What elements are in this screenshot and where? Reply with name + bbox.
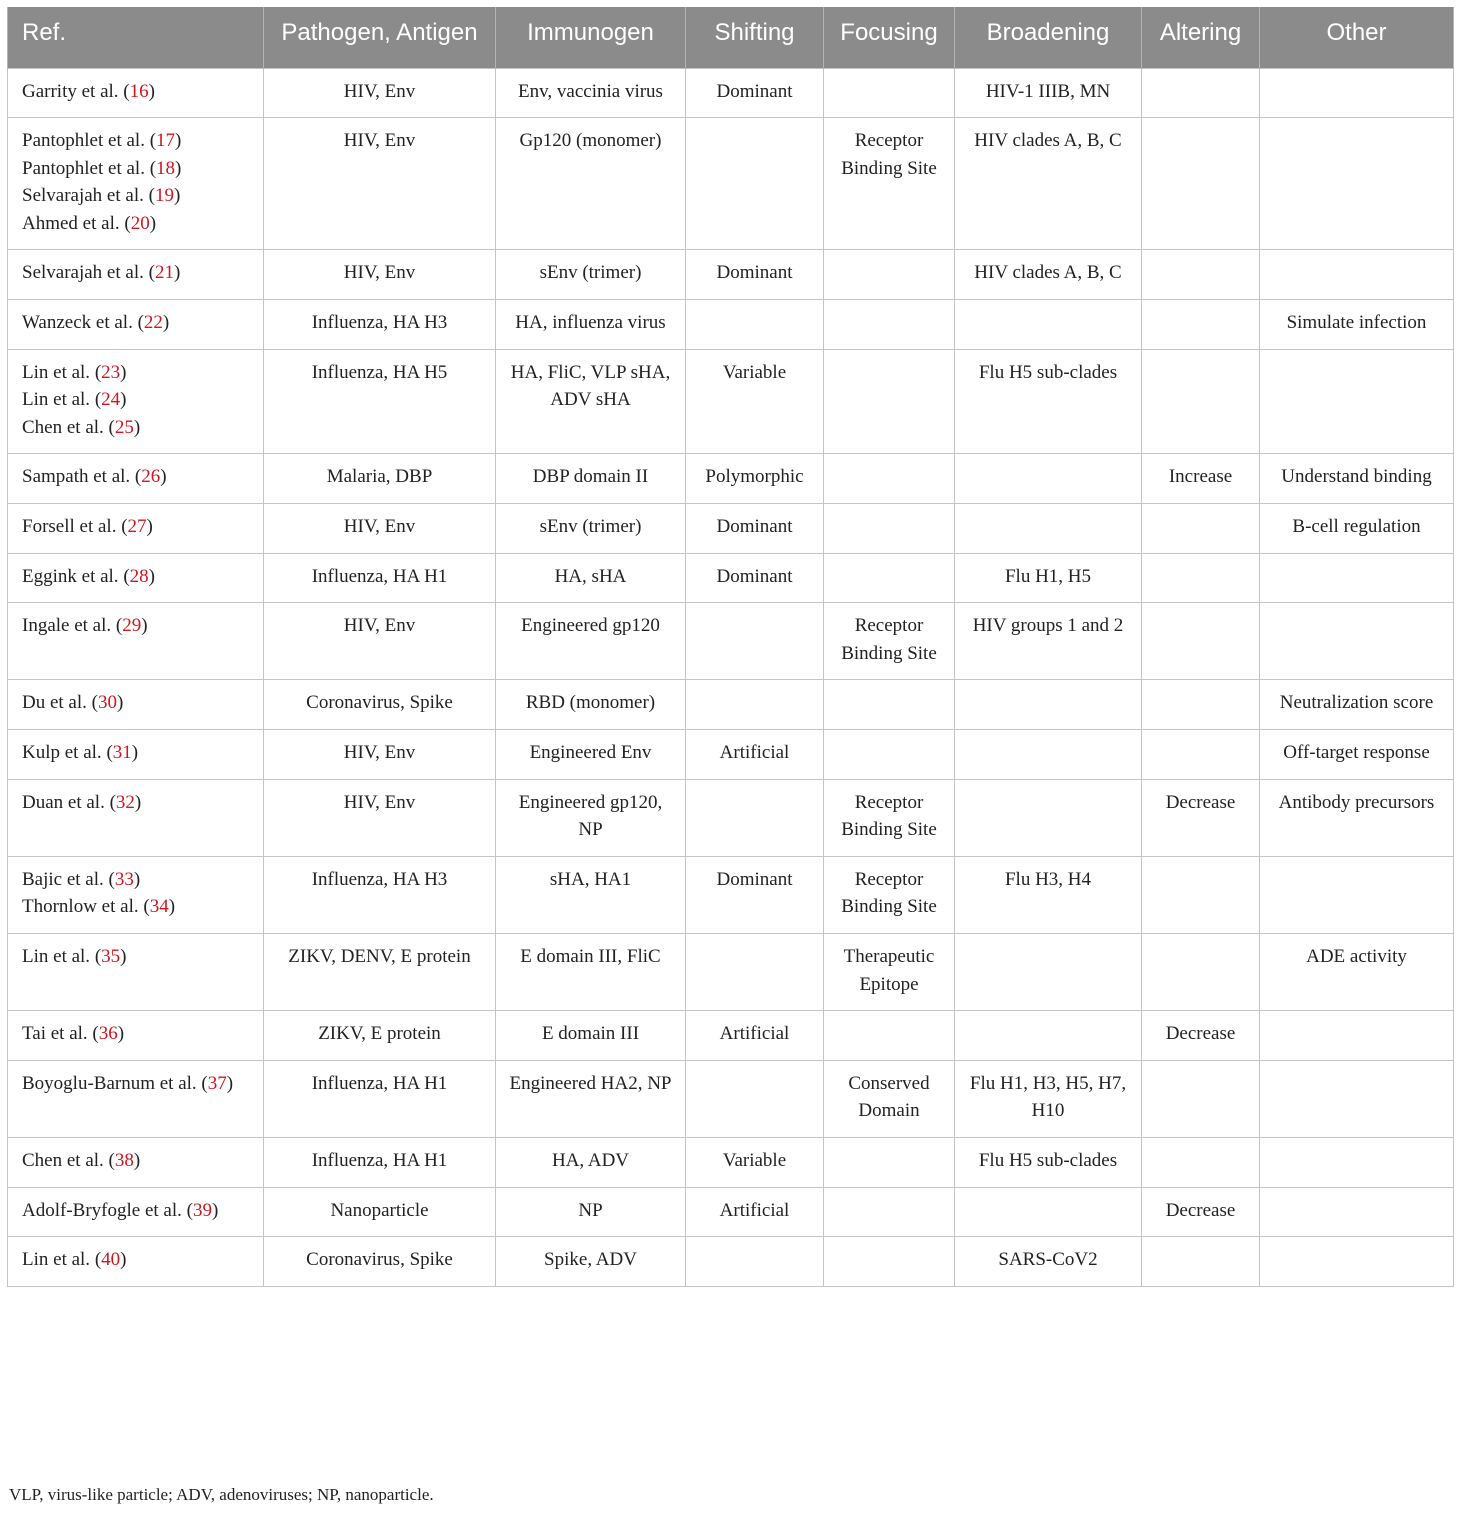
- citation-link[interactable]: 21: [154, 262, 174, 284]
- reference-entry: Ingale et al. (29): [22, 615, 148, 637]
- reference-entry: Pantophlet et al. (18): [22, 157, 182, 179]
- cell-other: [1260, 553, 1454, 603]
- cell-shifting: [686, 680, 824, 730]
- reference-entry: Lin et al. (24): [22, 389, 127, 411]
- cell-pathogen: HIV, Env: [264, 779, 496, 856]
- cell-immunogen: E domain III, FliC: [496, 933, 686, 1010]
- table-row: [8, 1137, 1454, 1187]
- cell-focusing: [824, 1137, 955, 1187]
- reference-author: Thornlow et al.: [22, 896, 139, 918]
- cell-pathogen: HIV, Env: [264, 68, 496, 118]
- cell-pathogen: ZIKV, DENV, E protein: [264, 933, 496, 1010]
- reference-entry: Chen et al. (25): [22, 416, 141, 438]
- reference-entry: Lin et al. (40): [22, 1249, 127, 1271]
- reference-author: Kulp et al.: [22, 742, 102, 763]
- citation-link[interactable]: 36: [98, 1023, 118, 1045]
- cell-pathogen: Coronavirus, Spike: [264, 1237, 496, 1287]
- cell-altering: Decrease: [1142, 1187, 1260, 1237]
- citation-link[interactable]: 24: [101, 389, 121, 411]
- cell-broadening: [955, 680, 1142, 730]
- table-row: [8, 1060, 1454, 1137]
- cell-ref: [8, 300, 264, 350]
- cell-other: B-cell regulation: [1260, 504, 1454, 554]
- citation-link[interactable]: 30: [97, 692, 117, 714]
- reference-author: Eggink et al.: [22, 565, 119, 587]
- cell-broadening: [955, 1187, 1142, 1237]
- cell-focusing: Therapeutic Epitope: [824, 933, 955, 1010]
- reference-entry: Chen et al. (38): [22, 1149, 141, 1171]
- cell-shifting: Artificial: [686, 1187, 824, 1237]
- cell-pathogen: HIV, Env: [264, 118, 496, 250]
- reference-author: Ahmed et al.: [22, 212, 120, 234]
- cell-other: [1260, 856, 1454, 933]
- cell-altering: Decrease: [1142, 779, 1260, 856]
- header-broadening: Broadening: [955, 7, 1142, 68]
- cell-other: [1260, 68, 1454, 118]
- reference-entry: Lin et al. (35): [22, 945, 127, 967]
- reference-author: Lin et al.: [22, 389, 91, 411]
- cell-broadening: [955, 933, 1142, 1010]
- cell-shifting: [686, 933, 824, 1010]
- cell-altering: [1142, 553, 1260, 603]
- table-row: [8, 779, 1454, 856]
- cell-immunogen: Spike, ADV: [496, 1237, 686, 1287]
- cell-altering: [1142, 349, 1260, 454]
- citation-link[interactable]: 38: [114, 1149, 134, 1171]
- reference-entry: Forsell et al. (27): [22, 516, 153, 538]
- cell-other: ADE activity: [1260, 933, 1454, 1010]
- reference-author: Lin et al.: [22, 361, 91, 383]
- cell-ref: [8, 68, 264, 118]
- reference-author: Chen et al.: [22, 416, 104, 438]
- cell-ref: [8, 933, 264, 1010]
- table-row: [8, 553, 1454, 603]
- cell-focusing: [824, 1011, 955, 1061]
- cell-shifting: Artificial: [686, 1011, 824, 1061]
- cell-altering: [1142, 250, 1260, 300]
- cell-other: [1260, 349, 1454, 454]
- cell-broadening: Flu H5 sub-clades: [955, 1137, 1142, 1187]
- table-row: [8, 1237, 1454, 1287]
- reference-author: Garrity et al.: [22, 80, 119, 102]
- reference-author: Selvarajah et al.: [22, 262, 144, 284]
- table-row: [8, 1187, 1454, 1237]
- cell-shifting: Dominant: [686, 250, 824, 300]
- cell-altering: [1142, 118, 1260, 250]
- citation-link[interactable]: 32: [115, 791, 135, 813]
- cell-broadening: HIV clades A, B, C: [955, 118, 1142, 250]
- cell-pathogen: Influenza, HA H1: [264, 1137, 496, 1187]
- reference-author: Selvarajah et al.: [22, 185, 144, 207]
- cell-shifting: Dominant: [686, 856, 824, 933]
- reference-entry: Thornlow et al. (34): [22, 896, 176, 918]
- table-footnote: VLP, virus-like particle; ADV, adenoviruses; NP, nanoparticle.: [9, 1485, 434, 1504]
- reference-entry: Bajic et al. (33): [22, 868, 141, 890]
- reference-author: Pantophlet et al.: [22, 130, 145, 152]
- citation-link[interactable]: 26: [141, 466, 161, 488]
- table-row: [8, 680, 1454, 730]
- cell-focusing: [824, 300, 955, 350]
- cell-pathogen: Influenza, HA H5: [264, 349, 496, 454]
- cell-immunogen: HA, FliC, VLP sHA, ADV sHA: [496, 349, 686, 454]
- cell-focusing: [824, 504, 955, 554]
- cell-altering: [1142, 1137, 1260, 1187]
- cell-ref: [8, 454, 264, 504]
- reference-author: Sampath et al.: [22, 466, 131, 488]
- cell-broadening: Flu H3, H4: [955, 856, 1142, 933]
- citation-link[interactable]: 19: [154, 185, 174, 207]
- immunogen-table: [7, 7, 1454, 1287]
- cell-ref: [8, 680, 264, 730]
- cell-focusing: Receptor Binding Site: [824, 779, 955, 856]
- citation-link[interactable]: 35: [101, 945, 121, 967]
- citation-link[interactable]: 22: [143, 312, 163, 334]
- cell-altering: [1142, 300, 1260, 350]
- cell-focusing: Receptor Binding Site: [824, 118, 955, 250]
- citation-link[interactable]: 18: [156, 157, 176, 179]
- cell-shifting: [686, 603, 824, 680]
- citation-link[interactable]: 28: [129, 565, 149, 587]
- cell-altering: [1142, 730, 1260, 780]
- cell-immunogen: sEnv (trimer): [496, 504, 686, 554]
- cell-focusing: [824, 730, 955, 780]
- cell-ref: [8, 1011, 264, 1061]
- cell-altering: Decrease: [1142, 1011, 1260, 1061]
- cell-shifting: Polymorphic: [686, 454, 824, 504]
- table-row: [8, 856, 1454, 933]
- cell-immunogen: HA, sHA: [496, 553, 686, 603]
- cell-focusing: [824, 1237, 955, 1287]
- cell-ref: [8, 553, 264, 603]
- cell-shifting: [686, 300, 824, 350]
- cell-ref: [8, 779, 264, 856]
- cell-other: Antibody precursors: [1260, 779, 1454, 856]
- cell-shifting: Artificial: [686, 730, 824, 780]
- cell-immunogen: HA, influenza virus: [496, 300, 686, 350]
- cell-immunogen: Engineered HA2, NP: [496, 1060, 686, 1137]
- citation-link[interactable]: 37: [207, 1072, 227, 1094]
- reference-author: Lin et al.: [22, 945, 91, 967]
- reference-entry: Kulp et al. (31): [22, 742, 139, 763]
- reference-entry: Tai et al. (36): [22, 1023, 125, 1045]
- cell-altering: [1142, 603, 1260, 680]
- reference-author: Duan et al.: [22, 791, 105, 813]
- cell-immunogen: Gp120 (monomer): [496, 118, 686, 250]
- reference-author: Tai et al.: [22, 1023, 88, 1045]
- header-other: Other: [1260, 7, 1454, 68]
- table-row: [8, 603, 1454, 680]
- cell-other: [1260, 1187, 1454, 1237]
- reference-author: Du et al.: [22, 692, 87, 714]
- reference-entry: Pantophlet et al. (17): [22, 130, 182, 152]
- table-header: [8, 7, 1454, 68]
- cell-immunogen: Engineered gp120: [496, 603, 686, 680]
- citation-link[interactable]: 40: [101, 1249, 121, 1271]
- cell-broadening: [955, 779, 1142, 856]
- header-ref: Ref.: [8, 7, 264, 68]
- citation-link[interactable]: 23: [101, 361, 121, 383]
- cell-broadening: Flu H1, H5: [955, 553, 1142, 603]
- cell-other: [1260, 1137, 1454, 1187]
- cell-pathogen: Influenza, HA H3: [264, 856, 496, 933]
- cell-ref: [8, 730, 264, 780]
- table-row: [8, 250, 1454, 300]
- cell-shifting: [686, 1237, 824, 1287]
- cell-broadening: [955, 300, 1142, 350]
- cell-broadening: HIV-1 IIIB, MN: [955, 68, 1142, 118]
- table-row: [8, 933, 1454, 1010]
- reference-entry: Wanzeck et al. (22): [22, 312, 170, 334]
- reference-entry: Ahmed et al. (20): [22, 212, 157, 234]
- header-altering: Altering: [1142, 7, 1260, 68]
- reference-entry: Selvarajah et al. (21): [22, 262, 181, 284]
- cell-immunogen: sHA, HA1: [496, 856, 686, 933]
- cell-pathogen: HIV, Env: [264, 730, 496, 780]
- cell-shifting: [686, 779, 824, 856]
- cell-ref: [8, 1187, 264, 1237]
- reference-entry: Du et al. (30): [22, 692, 124, 714]
- reference-entry: Duan et al. (32): [22, 791, 142, 813]
- cell-pathogen: HIV, Env: [264, 603, 496, 680]
- citation-link[interactable]: 17: [156, 130, 176, 152]
- cell-ref: [8, 1237, 264, 1287]
- citation-link[interactable]: 25: [114, 416, 134, 438]
- reference-entry: Eggink et al. (28): [22, 565, 155, 587]
- citation-link[interactable]: 16: [129, 80, 149, 102]
- cell-pathogen: HIV, Env: [264, 250, 496, 300]
- reference-author: Forsell et al.: [22, 516, 117, 538]
- table-row: [8, 504, 1454, 554]
- cell-other: [1260, 118, 1454, 250]
- reference-entry: Boyoglu-Barnum et al. (37): [22, 1072, 234, 1094]
- table-row: [8, 1011, 1454, 1061]
- cell-focusing: [824, 553, 955, 603]
- cell-immunogen: sEnv (trimer): [496, 250, 686, 300]
- header-immunogen: Immunogen: [496, 7, 686, 68]
- cell-altering: [1142, 68, 1260, 118]
- cell-ref: [8, 1137, 264, 1187]
- cell-shifting: [686, 1060, 824, 1137]
- cell-altering: [1142, 933, 1260, 1010]
- cell-pathogen: Influenza, HA H3: [264, 300, 496, 350]
- reference-author: Bajic et al.: [22, 868, 104, 890]
- table-row: [8, 454, 1454, 504]
- cell-broadening: Flu H1, H3, H5, H7, H10: [955, 1060, 1142, 1137]
- cell-immunogen: Engineered gp120, NP: [496, 779, 686, 856]
- cell-broadening: [955, 454, 1142, 504]
- cell-broadening: [955, 1011, 1142, 1061]
- cell-pathogen: HIV, Env: [264, 504, 496, 554]
- table-row: [8, 730, 1454, 780]
- cell-immunogen: Env, vaccinia virus: [496, 68, 686, 118]
- cell-other: [1260, 1237, 1454, 1287]
- reference-author: Ingale et al.: [22, 615, 112, 637]
- citation-link[interactable]: 33: [114, 868, 134, 890]
- cell-altering: [1142, 1060, 1260, 1137]
- cell-altering: [1142, 1237, 1260, 1287]
- cell-other: Neutralization score: [1260, 680, 1454, 730]
- cell-shifting: Dominant: [686, 68, 824, 118]
- cell-immunogen: RBD (monomer): [496, 680, 686, 730]
- cell-focusing: [824, 1187, 955, 1237]
- cell-focusing: Receptor Binding Site: [824, 603, 955, 680]
- cell-ref: [8, 118, 264, 250]
- cell-shifting: Variable: [686, 1137, 824, 1187]
- cell-other: [1260, 250, 1454, 300]
- cell-altering: [1142, 504, 1260, 554]
- cell-shifting: Variable: [686, 349, 824, 454]
- reference-entry: Garrity et al. (16): [22, 80, 155, 102]
- cell-pathogen: Nanoparticle: [264, 1187, 496, 1237]
- cell-pathogen: Influenza, HA H1: [264, 1060, 496, 1137]
- cell-pathogen: ZIKV, E protein: [264, 1011, 496, 1061]
- citation-link[interactable]: 20: [130, 212, 150, 234]
- table-row: [8, 68, 1454, 118]
- cell-immunogen: DBP domain II: [496, 454, 686, 504]
- cell-immunogen: E domain III: [496, 1011, 686, 1061]
- cell-ref: [8, 856, 264, 933]
- reference-author: Boyoglu-Barnum et al.: [22, 1072, 197, 1094]
- reference-author: Wanzeck et al.: [22, 312, 133, 334]
- reference-author: Lin et al.: [22, 1249, 91, 1271]
- cell-altering: [1142, 680, 1260, 730]
- cell-other: [1260, 1060, 1454, 1137]
- cell-broadening: SARS-CoV2: [955, 1237, 1142, 1287]
- reference-author: Chen et al.: [22, 1149, 104, 1171]
- header-focusing: Focusing: [824, 7, 955, 68]
- cell-ref: [8, 504, 264, 554]
- cell-other: [1260, 1011, 1454, 1061]
- cell-broadening: [955, 504, 1142, 554]
- citation-link[interactable]: 34: [149, 896, 169, 918]
- cell-ref: [8, 1060, 264, 1137]
- table-body: [8, 68, 1454, 1286]
- cell-broadening: HIV clades A, B, C: [955, 250, 1142, 300]
- cell-other: Understand binding: [1260, 454, 1454, 504]
- cell-focusing: Receptor Binding Site: [824, 856, 955, 933]
- citation-link[interactable]: 39: [192, 1199, 212, 1221]
- table-row: [8, 300, 1454, 350]
- cell-broadening: HIV groups 1 and 2: [955, 603, 1142, 680]
- cell-focusing: [824, 680, 955, 730]
- reference-entry: Adolf-Bryfogle et al. (39): [22, 1199, 219, 1221]
- cell-ref: [8, 250, 264, 300]
- reference-entry: Sampath et al. (26): [22, 466, 167, 488]
- cell-shifting: Dominant: [686, 504, 824, 554]
- cell-pathogen: Malaria, DBP: [264, 454, 496, 504]
- cell-broadening: [955, 730, 1142, 780]
- cell-focusing: Conserved Domain: [824, 1060, 955, 1137]
- cell-other: [1260, 603, 1454, 680]
- cell-ref: [8, 349, 264, 454]
- cell-focusing: [824, 349, 955, 454]
- table-row: [8, 349, 1454, 454]
- cell-shifting: Dominant: [686, 553, 824, 603]
- cell-focusing: [824, 68, 955, 118]
- cell-shifting: [686, 118, 824, 250]
- cell-pathogen: Coronavirus, Spike: [264, 680, 496, 730]
- table-row: [8, 118, 1454, 250]
- cell-altering: Increase: [1142, 454, 1260, 504]
- reference-entry: Selvarajah et al. (19): [22, 185, 181, 207]
- citation-link[interactable]: 31: [112, 742, 132, 763]
- header-pathogen: Pathogen, Antigen: [264, 7, 496, 68]
- cell-altering: [1142, 856, 1260, 933]
- reference-entry: Lin et al. (23): [22, 361, 127, 383]
- citation-link[interactable]: 29: [122, 615, 142, 637]
- cell-immunogen: HA, ADV: [496, 1137, 686, 1187]
- cell-pathogen: Influenza, HA H1: [264, 553, 496, 603]
- reference-author: Pantophlet et al.: [22, 157, 145, 179]
- cell-focusing: [824, 454, 955, 504]
- cell-focusing: [824, 250, 955, 300]
- header-shifting: Shifting: [686, 7, 824, 68]
- citation-link[interactable]: 27: [127, 516, 147, 538]
- cell-immunogen: NP: [496, 1187, 686, 1237]
- cell-ref: [8, 603, 264, 680]
- reference-author: Adolf-Bryfogle et al.: [22, 1199, 182, 1221]
- cell-immunogen: Engineered Env: [496, 730, 686, 780]
- cell-other: Simulate infection: [1260, 300, 1454, 350]
- cell-other: Off-target response: [1260, 730, 1454, 780]
- cell-broadening: Flu H5 sub-clades: [955, 349, 1142, 454]
